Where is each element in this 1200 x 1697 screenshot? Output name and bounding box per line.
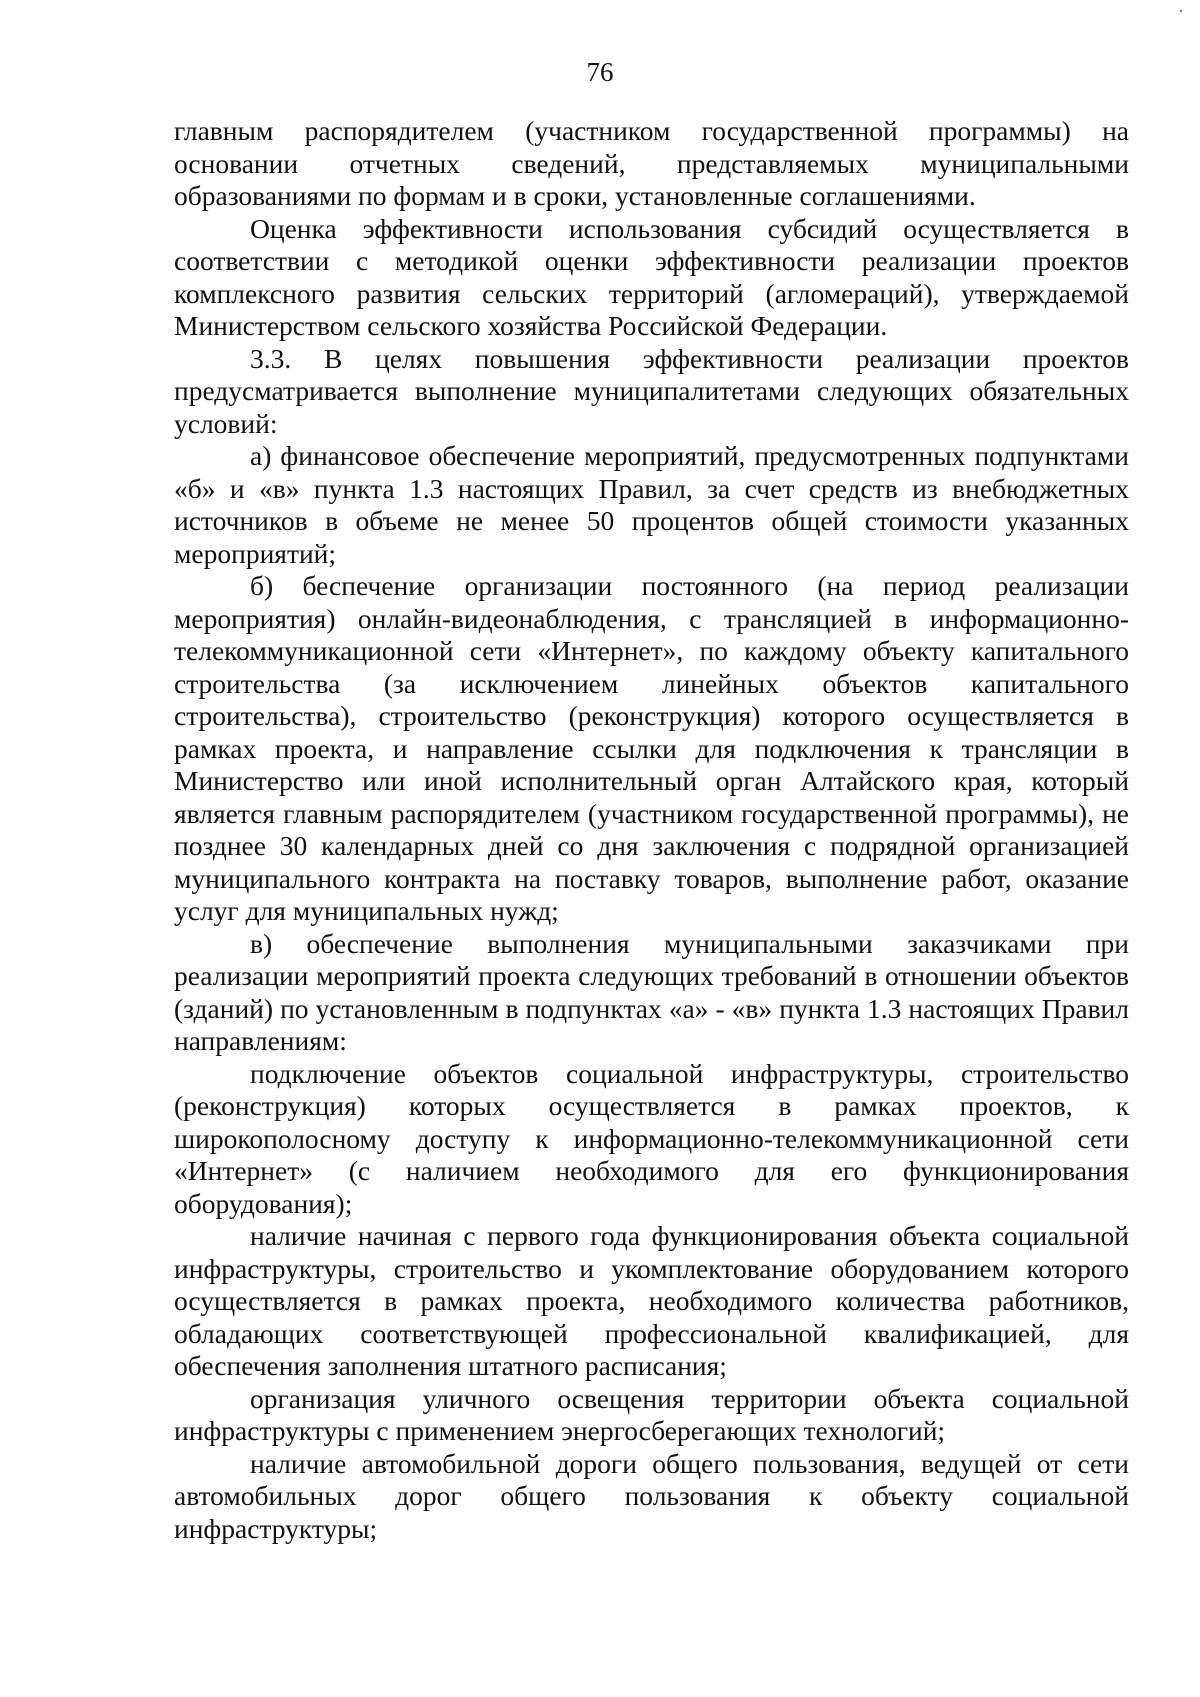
scan-speck xyxy=(1180,10,1182,12)
document-body xyxy=(174,115,1129,1545)
paragraph-item-a: а) финансовое обеспечение мероприятий, предусмотренных подпунктами «б» и «в» пункта 1.3 настоящих Правил, за счет средств из внебюджетных источников в объеме не менее 50 процентов общей стоимости указанных мероприятий; xyxy=(174,440,1129,569)
paragraph-road: наличие автомобильной дороги общего пользования, ведущей от сети автомобильных дорог общего пользования к объекту социальной инфраструктуры; xyxy=(174,1447,1129,1544)
page-number: 76 xyxy=(586,57,614,87)
paragraph-staffing: наличие начиная с первого года функционирования объекта социальной инфраструктуры, строительство и укомплектование оборудованием которого осуществляется в рамках проекта, необходимого количества работников, обладающих соответствующей профессиональной квалификацией, для обеспечения заполнения штатного расписания; xyxy=(174,1220,1129,1381)
paragraph-item-b: б) беспечение организации постоянного (на период реализации мероприятия) онлайн-видеонаблюдения, с трансляцией в информационно-телекоммуникационной сети «Интернет», по каждому объекту капитального строительства (за исключением линейных объектов капитального строительства), строительство (реконструкция) которого осуществляется в рамках проекта, и направление ссылки для подключения к трансляции в Министерство или иной исполнительный орган Алтайского края, который является главным распорядителем (участником государственной программы), не позднее 30 календарных дней со дня заключения с подрядной организацией муниципального контракта на поставку товаров, выполнение работ, оказание услуг для муниципальных нужд; xyxy=(174,570,1129,926)
paragraph-2: Оценка эффективности использования субсидий осуществляется в соответствии с методикой оценки эффективности реализации проектов комплексного развития сельских территорий (агломераций), утверждаемой Министерством сельского хозяйства Российской Федерации. xyxy=(174,212,1129,341)
paragraph-broadband: подключение объектов социальной инфраструктуры, строительство (реконструкция) которых осуществляется в рамках проектов, к широкополосному доступу к информационно-телекоммуникационной сети «Интернет» (с наличием необходимого для его функционирования оборудования); xyxy=(174,1057,1129,1219)
paragraph-3-3: 3.3. В целях повышения эффективности реализации проектов предусматривается выполнение муниципалитетами следующих обязательных условий: xyxy=(174,342,1129,439)
paragraph-1: главным распорядителем (участником государственной программы) на основании отчетных сведений, представляемых муниципальными образованиями по формам и в сроки, установленные соглашениями. xyxy=(174,115,1129,211)
paragraph-lighting: организация уличного освещения территории объекта социальной инфраструктуры с применением энергосберегающих технологий; xyxy=(174,1382,1129,1446)
paragraph-item-v: в) обеспечение выполнения муниципальными заказчиками при реализации мероприятий проекта следующих требований в отношении объектов (зданий) по установленным в подпунктах «а» - «в» пункта 1.3 настоящих Правил направлениям: xyxy=(174,927,1129,1056)
